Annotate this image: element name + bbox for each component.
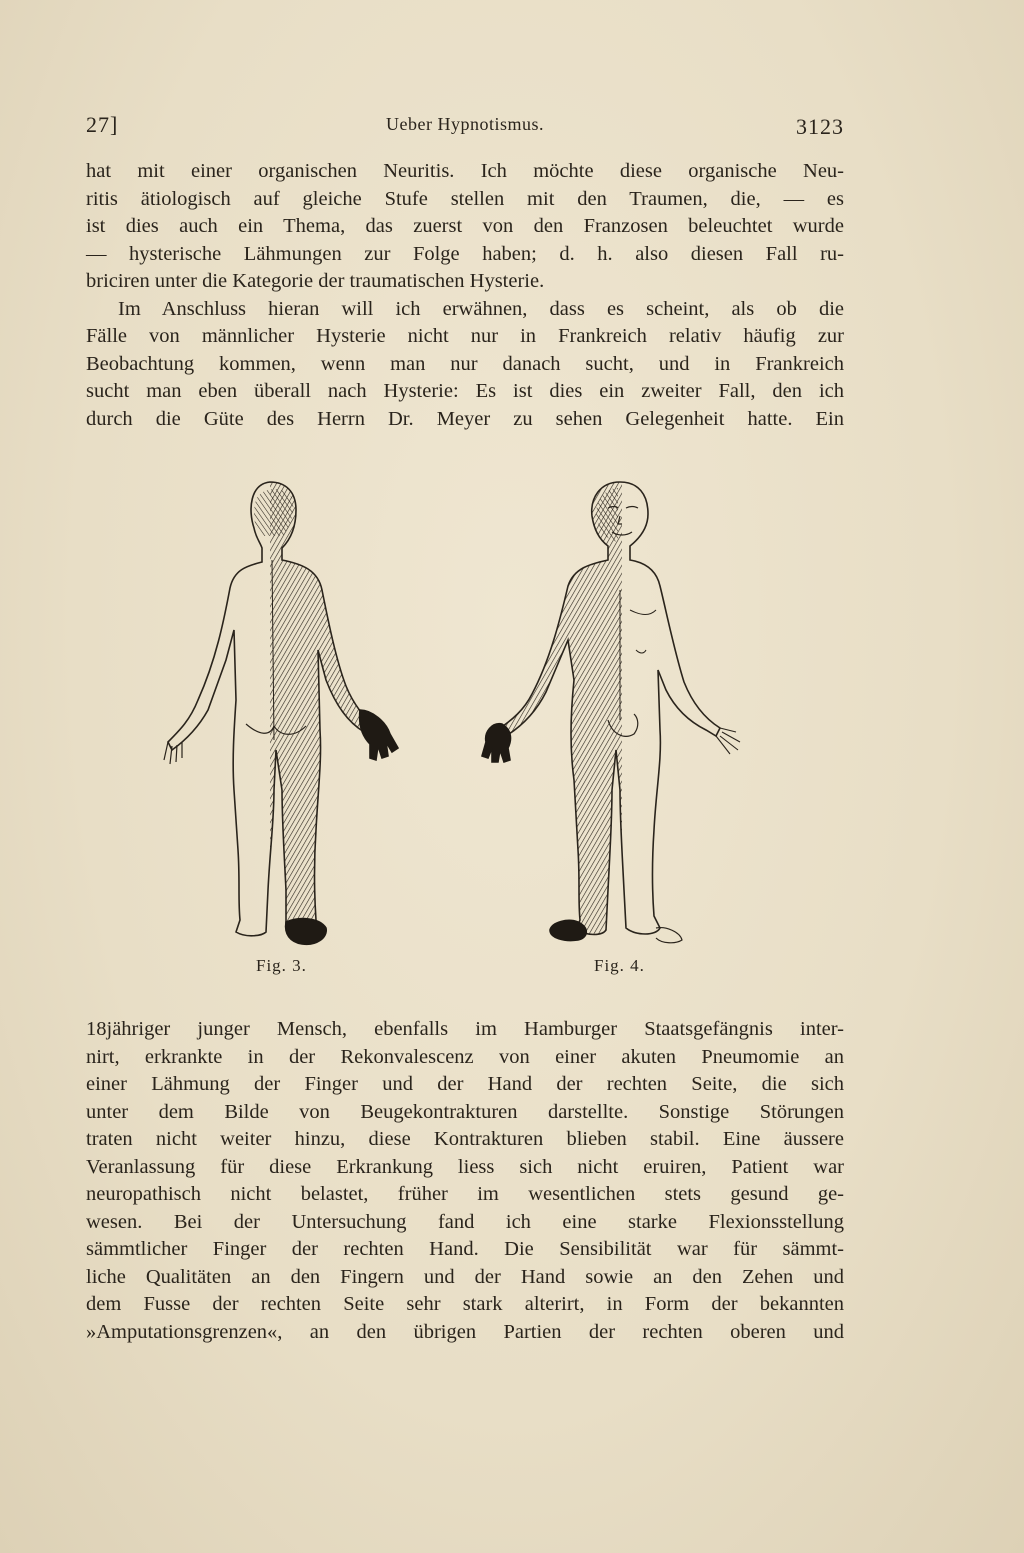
- top-paragraph: [86, 158, 844, 433]
- text-line: hat mit einer organischen Neuritis. Ich möchte diese organische Neu-: [86, 160, 844, 182]
- text-line: dem Fusse der rechten Seite sehr stark alterirt, in Form der bekannten: [86, 1293, 844, 1315]
- text-line: liche Qualitäten an den Fingern und der Hand sowie an den Zehen und: [86, 1265, 844, 1288]
- text-line: briciren unter die Kategorie der traumatischen Hysterie.: [86, 270, 545, 292]
- text-line: ritis ätiologisch auf gleiche Stufe stellen mit den Traumen, die, — es: [86, 187, 844, 210]
- text-line: sucht man eben überall nach Hysterie: Es ist dies ein zweiter Fall, den ich: [86, 380, 844, 402]
- text-line: Fälle von männlicher Hysterie nicht nur in Frankreich relativ häufig zur: [86, 325, 844, 347]
- text-line: Veranlassung für diese Erkrankung liess sich nicht eruiren, Patient war: [86, 1155, 844, 1178]
- text-line: nirt, erkrankte in der Rekonvalescenz von einer akuten Pneumomie an: [86, 1045, 844, 1068]
- text-line: einer Lähmung der Finger und der Hand der rechten Seite, die sich: [86, 1073, 844, 1095]
- page-reference: 27]: [86, 112, 119, 137]
- figures-illustration: [150, 470, 790, 990]
- bottom-paragraph: [86, 1016, 844, 1346]
- text-line: wesen. Bei der Untersuchung fand ich eine starke Flexionsstellung: [86, 1210, 844, 1233]
- page-number: 3123: [796, 114, 844, 139]
- text-line: ist dies auch ein Thema, das zuerst von den Franzosen beleuchtet wurde: [86, 215, 844, 237]
- text-line: sämmtlicher Finger der rechten Hand. Die Sensibilität war für sämmt-: [86, 1238, 844, 1260]
- text-line: unter dem Bilde von Beugekontrakturen darstellte. Sonstige Störungen: [86, 1100, 844, 1123]
- figure-3-caption: Fig. 3.: [256, 956, 307, 975]
- text-line: Beobachtung kommen, wenn man nur danach sucht, und in Frankreich: [86, 352, 844, 375]
- text-line: durch die Güte des Herrn Dr. Meyer zu sehen Gelegenheit hatte. Ein: [86, 407, 844, 430]
- figure-4-front-view: [482, 482, 740, 943]
- figure-4-caption: Fig. 4.: [594, 956, 645, 975]
- text-line: Im Anschluss hieran will ich erwähnen, dass es scheint, als ob die: [118, 297, 844, 320]
- text-line: 18jähriger junger Mensch, ebenfalls im Hamburger Staatsgefängnis inter-: [86, 1018, 844, 1040]
- text-line: traten nicht weiter hinzu, diese Kontrakturen blieben stabil. Eine äussere: [86, 1128, 844, 1150]
- page-header: [86, 112, 844, 146]
- text-line: »Amputationsgrenzen«, an den übrigen Partien der rechten oberen und: [86, 1320, 844, 1343]
- running-title: Ueber Hypnotismus.: [386, 114, 544, 134]
- text-line: — hysterische Lähmungen zur Folge haben; d. h. also diesen Fall ru-: [86, 242, 844, 265]
- figure-3-back-view: [164, 482, 398, 944]
- text-line: neuropathisch nicht belastet, früher im wesentlichen stets gesund ge-: [86, 1183, 844, 1205]
